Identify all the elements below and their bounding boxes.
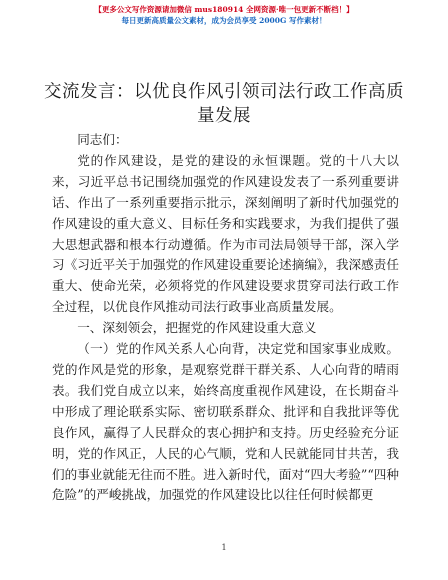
- document-body: [52, 130, 399, 506]
- section-heading-1: 一、深刻领会，把握党的作风建设重大意义: [77, 320, 317, 336]
- salutation: 同志们：: [77, 132, 128, 147]
- promo-banner: [0, 5, 448, 26]
- page-number: 1: [221, 543, 227, 552]
- promo-line-2: 每日更新高质量公文素材，成为会员享受 2000G 写作素材！: [121, 16, 327, 25]
- paragraph-section-1-1: （一）党的作风关系人心向背，决定党和国家事业成败。党的作风是党的形象，是观察党群干群关系、人心向背的晴雨表。我们党自成立以来，始终高度重视作风建设，在长期奋斗中形成了理论联系实际、密切联系群众、批评和自我批评等优良作风，赢得了人民群众的衷心拥护和支持。历史经验充分证明，党的作风正，人民的心气顺，党和人民就能同甘共苦，我们的事业就能无往而不胜。进入新时代，面对“四大考验”“四种危险”的严峻挑战，加强党的作风建设比以往任何时候都更: [52, 341, 399, 503]
- paragraph-intro: 党的作风建设，是党的建设的永恒课题。党的十八大以来，习近平总书记围绕加强党的作风建设发表了一系列重要讲话、作出了一系列重要指示批示，深刻阐明了新时代加强党的作风建设的重大意义、目标任务和实践要求，为我们提供了强大思想武器和根本行动遵循。作为市司法局领导干部，深入学习《习近平关于加强党的作风建设重要论述摘编》，我深感责任重大、使命光荣，必须将党的作风建设要求贯穿司法行政工作全过程，以优良作风推动司法行政事业高质量发展。: [52, 152, 399, 315]
- document-title: 交流发言：以优良作风引领司法行政工作高质量发展: [44, 82, 404, 126]
- promo-line-1: 【更多公文写作资源请加微信 mus180914 全网资源·唯一包更新不断档！】: [94, 5, 354, 14]
